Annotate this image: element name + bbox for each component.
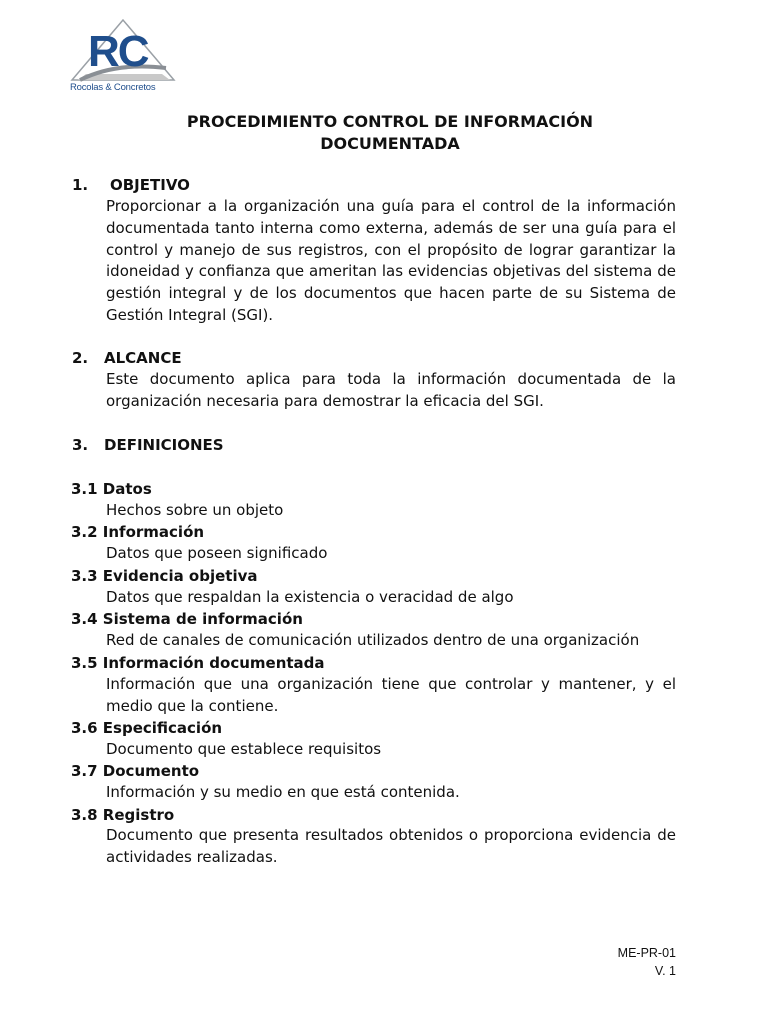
definition-text: Red de canales de comunicación utilizados dentro de una organización	[106, 631, 640, 649]
logo-monogram: RC	[88, 27, 148, 76]
definition-text: Hechos sobre un objeto	[106, 501, 284, 519]
document-title	[80, 111, 700, 155]
definition-term: 3.6 Especificación	[71, 719, 223, 737]
definition-text: Datos que poseen significado	[106, 544, 328, 562]
section-text-objetivo: Proporcionar a la organización una guía para el control de la información documentada tanto interna como externa, además de ser una guía para el control y manejo de sus registros, con el propósito de lograr garantizar la idoneidad y confianza que ameritan las evidencias objetivas del sistema de gestión integral y de los documentos que hacen parte de su Sistema de Gestión Integral (SGI).	[106, 197, 676, 324]
definition-term: 3.7 Documento	[71, 762, 200, 780]
document-version: V. 1	[654, 964, 676, 978]
definition-term: 3.3 Evidencia objetiva	[71, 567, 258, 585]
definition-term: 3.4 Sistema de información	[71, 610, 303, 628]
section-heading-definiciones	[72, 434, 224, 456]
definition-text: Información y su medio en que está contenida.	[106, 783, 460, 801]
definition-term: 3.2 Información	[71, 523, 205, 541]
section-title: OBJETIVO	[110, 176, 190, 194]
definition-text: Documento que establece requisitos	[106, 740, 382, 758]
definition-term: 3.5 Información documentada	[71, 654, 325, 672]
section-heading-alcance	[72, 347, 182, 369]
document-footer	[618, 944, 676, 980]
section-heading-objetivo	[72, 174, 190, 196]
section-number: 2.	[72, 349, 89, 367]
document-code: ME-PR-01	[617, 946, 676, 960]
section-number: 3.	[72, 436, 89, 454]
title-line-2: DOCUMENTADA	[320, 134, 460, 153]
section-text-alcance: Este documento aplica para toda la información documentada de la organización necesaria para demostrar la eficacia del SGI.	[106, 370, 676, 410]
section-title: DEFINICIONES	[104, 436, 224, 454]
title-line-1: PROCEDIMIENTO CONTROL DE INFORMACIÓN	[186, 112, 594, 131]
definition-text: Datos que respaldan la existencia o veracidad de algo	[106, 588, 514, 606]
definition-term: 3.1 Datos	[71, 480, 152, 498]
definition-text: Información que una organización tiene que controlar y mantener, y el medio que la contiene.	[106, 675, 676, 715]
section-number: 1.	[72, 176, 89, 194]
definition-text: Documento que presenta resultados obtenidos o proporciona evidencia de actividades realizadas.	[106, 826, 676, 866]
definition-term: 3.8 Registro	[71, 806, 175, 824]
logo-caption: Rocolas & Concretos	[70, 82, 156, 93]
section-title: ALCANCE	[104, 349, 182, 367]
